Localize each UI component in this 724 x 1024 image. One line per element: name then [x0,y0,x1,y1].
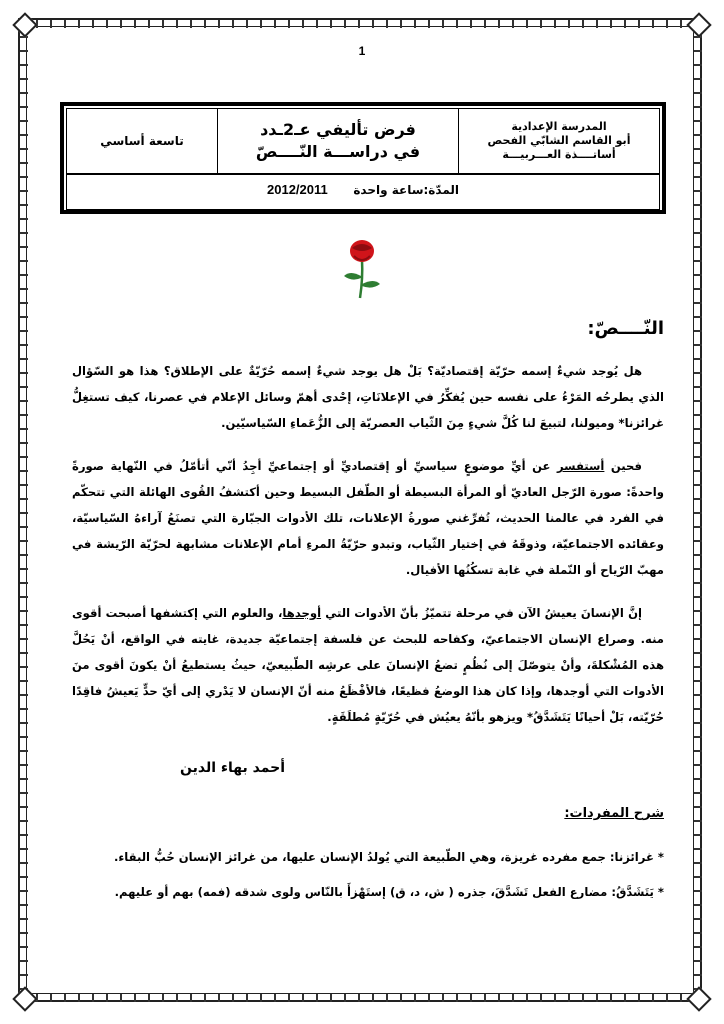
text-heading: النّــــصّ: [587,318,664,339]
grade-level: تاسعة أساسي [100,134,184,148]
exam-title-cell [217,109,458,173]
exam-subtitle: في دراســـة النّــــصّ [255,142,421,161]
underlined-word: أوجدها [282,606,322,620]
teachers-label: أساتــــذة العـــربيـــة [502,148,616,161]
underlined-word: أستفسر [556,459,605,473]
school-year: 2012/2011 [267,182,328,197]
page-number: 1 [358,44,366,58]
school-name: المدرسة الإعدادية [511,120,607,133]
border-ornament-top [22,20,702,28]
border-ornament-left [20,22,28,1002]
glossary-item: * غرائزنا: جمع مفرده غريزة، وهي الطّبيعة التي يُولدُ الإنسان عليها، من غرائز الإنسان حُبُّ البقاء. [113,850,664,864]
exam-title: فرض تأليفي عـ2ـدد [260,120,416,139]
border-ornament-bottom [22,994,702,1002]
exam-header-table [60,102,666,214]
paragraph-2: فحين أستفسر عن أيِّ موضوعٍ سياسيِّ أو إقتصاديِّ أو إجتماعيِّ أجِدُ أنّي أتأمّلُ في النّهاية صورةً واحدةً: صورة الرّجل العاديّ أو المرأة البسيطة أو الطّفل البسيط وحين أكتشفُ القُوى الهائلة التي تتحكّم في الفرد في عالمنا الحديث، تُفرِّغني صورةُ الإعلانات، تلك الأدوات الجبّارة التي تصنَعُ آراءهُ السّياسيّة، وعقائده الاجتماعيّة، وذوقَهُ في إختيار الثّياب، وتبدو حرّيّةُ المرءِ أمام الإعلانات مشابهة لحرّيّة الرّيشة في مهبّ الرّياح أو النّملة في غابة تسكُنُها الأفيال. [72,459,664,577]
rose-image [332,238,392,300]
glossary-item: * يَتَشَدَّقُ: مضارع الفعل تَشَدَّقَ، جذره ( ش، د، ق) إستَهْزأَ بالنّاس ولوى شدقه (فمه) بهم أو عليهم. [114,885,664,899]
paragraph-3: إنَّ الإنسانَ يعيشُ الآن في مرحلة تتميّزُ بأنّ الأدوات التي أوجدها، والعلوم التي إكتشفها أصبحت أقوى منه. وصراع الإنسان الاجتماعيّ، وكفاحه للبحث عن فلسفة إجتماعيّة جديدة، غايته في الواقع، أنْ يَحُلَّ هذه المُشْكلةَ، وأنْ يتوصّلَ إلى نُظُمٍ تضعُ الإنسانَ على عرشِه الطّبيعيّ، حيثُ يستطيعُ أنْ يكونَ أقوى منَ الأدوات التي أوجدها، وإذا كان هذا الوضعُ فظيعًا، فالأفْظَعُ منه أنّ الإنسان لا يَدْري إلى أيّ حدٍّ يَعيشُ فاقِدًا حُرّيّته، بَلْ أحيانًا يَتَشَدَّقُ* ويزهو بأنّهُ يعيُش في حُرّيّةٍ مُطلَقَةٍ. [72,606,664,724]
paragraph-1: هل يُوجد شيءٌ إسمه حرّيّة إقتصاديّة؟ بَلْ هل يوجد شيءٌ إسمه حُرّيّةٌ على الإطلاق؟ هذا هو السّؤال الذي يطرحُه المَرْءُ على نفسه حين يُفكِّرُ في الإعلانَاتِ، إحْدى أهمّ وسائل الإعلام في عصرنا، كيف تستغِلُّ غرائزنا* وميولنا، لتبيعَ لنا كُلَّ شيءٍ مِنَ الثّياب العصريّة إلى الزُّعَماءِ السّياسيّين. [72,364,664,430]
author-name: أحمد بهاء الدين [180,760,286,776]
school-cell [458,109,659,173]
exam-duration: المدّة:ساعة واحدة [353,183,459,197]
level-cell [67,109,217,173]
glossary-heading: شرح المفردات: [564,806,664,821]
school-location: أبو القاسم الشابّي الفحص [487,134,631,147]
border-ornament-right [694,22,702,1002]
